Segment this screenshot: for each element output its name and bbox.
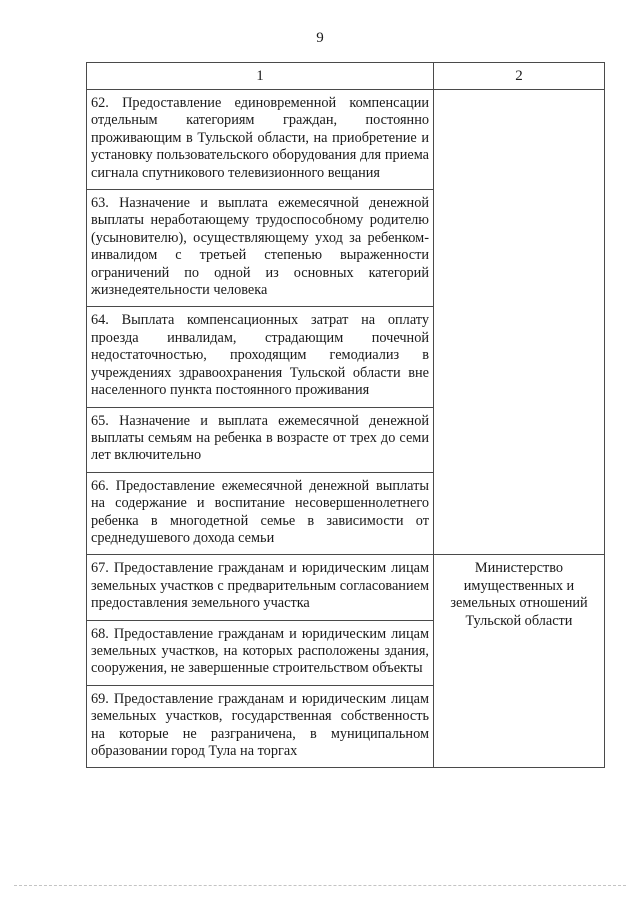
- table-header-row: [87, 63, 605, 90]
- service-67: 67. Предоставление гражданам и юридическим лицам земельных участков с предварительным согласованием предоставления земельного участка: [87, 555, 434, 620]
- services-table: [86, 62, 605, 768]
- footer-dashed-line: [14, 885, 626, 886]
- table-row: [87, 90, 605, 190]
- service-68: 68. Предоставление гражданам и юридическим лицам земельных участков, на которых расположены здания, сооружения, не завершенные строительством объекты: [87, 620, 434, 685]
- service-64: 64. Выплата компенсационных затрат на оплату проезда инвалидам, страдающим почечной недостаточностью, проходящим гемодиализ в учреждениях здравоохранения Тульской области вне населенного пункта постоянного проживания: [87, 307, 434, 407]
- service-62: 62. Предоставление единовременной компенсации отдельным категориям граждан, постоянно проживающим в Тульской области, на приобретение и установку пользовательского оборудования для приема сигнала спутникового телевизионного вещания: [87, 90, 434, 190]
- service-66: 66. Предоставление ежемесячной денежной выплаты на содержание и воспитание несовершеннолетнего ребенка в многодетной семье в зависимости от среднедушевого дохода семьи: [87, 472, 434, 555]
- responsible-body-blank: [434, 90, 605, 555]
- service-65: 65. Назначение и выплата ежемесячной денежной выплаты семьям на ребенка в возрасте от трех до семи лет включительно: [87, 407, 434, 472]
- service-69: 69. Предоставление гражданам и юридическим лицам земельных участков, государственная собственность на которые не разграничена, в муниципальном образовании город Тула на торгах: [87, 685, 434, 768]
- service-63: 63. Назначение и выплата ежемесячной денежной выплаты неработающему трудоспособному родителю (усыновителю), осуществляющему уход за ребенком-инвалидом с третьей степенью выраженности ограничений по одной из основных категорий жизнедеятельности человека: [87, 190, 434, 307]
- table-row: [87, 555, 605, 620]
- column-header-1: 1: [87, 63, 434, 90]
- page-number: 9: [316, 30, 324, 46]
- column-header-2: 2: [434, 63, 605, 90]
- responsible-ministry: Министерство имущественных и земельных отношений Тульской области: [434, 555, 605, 768]
